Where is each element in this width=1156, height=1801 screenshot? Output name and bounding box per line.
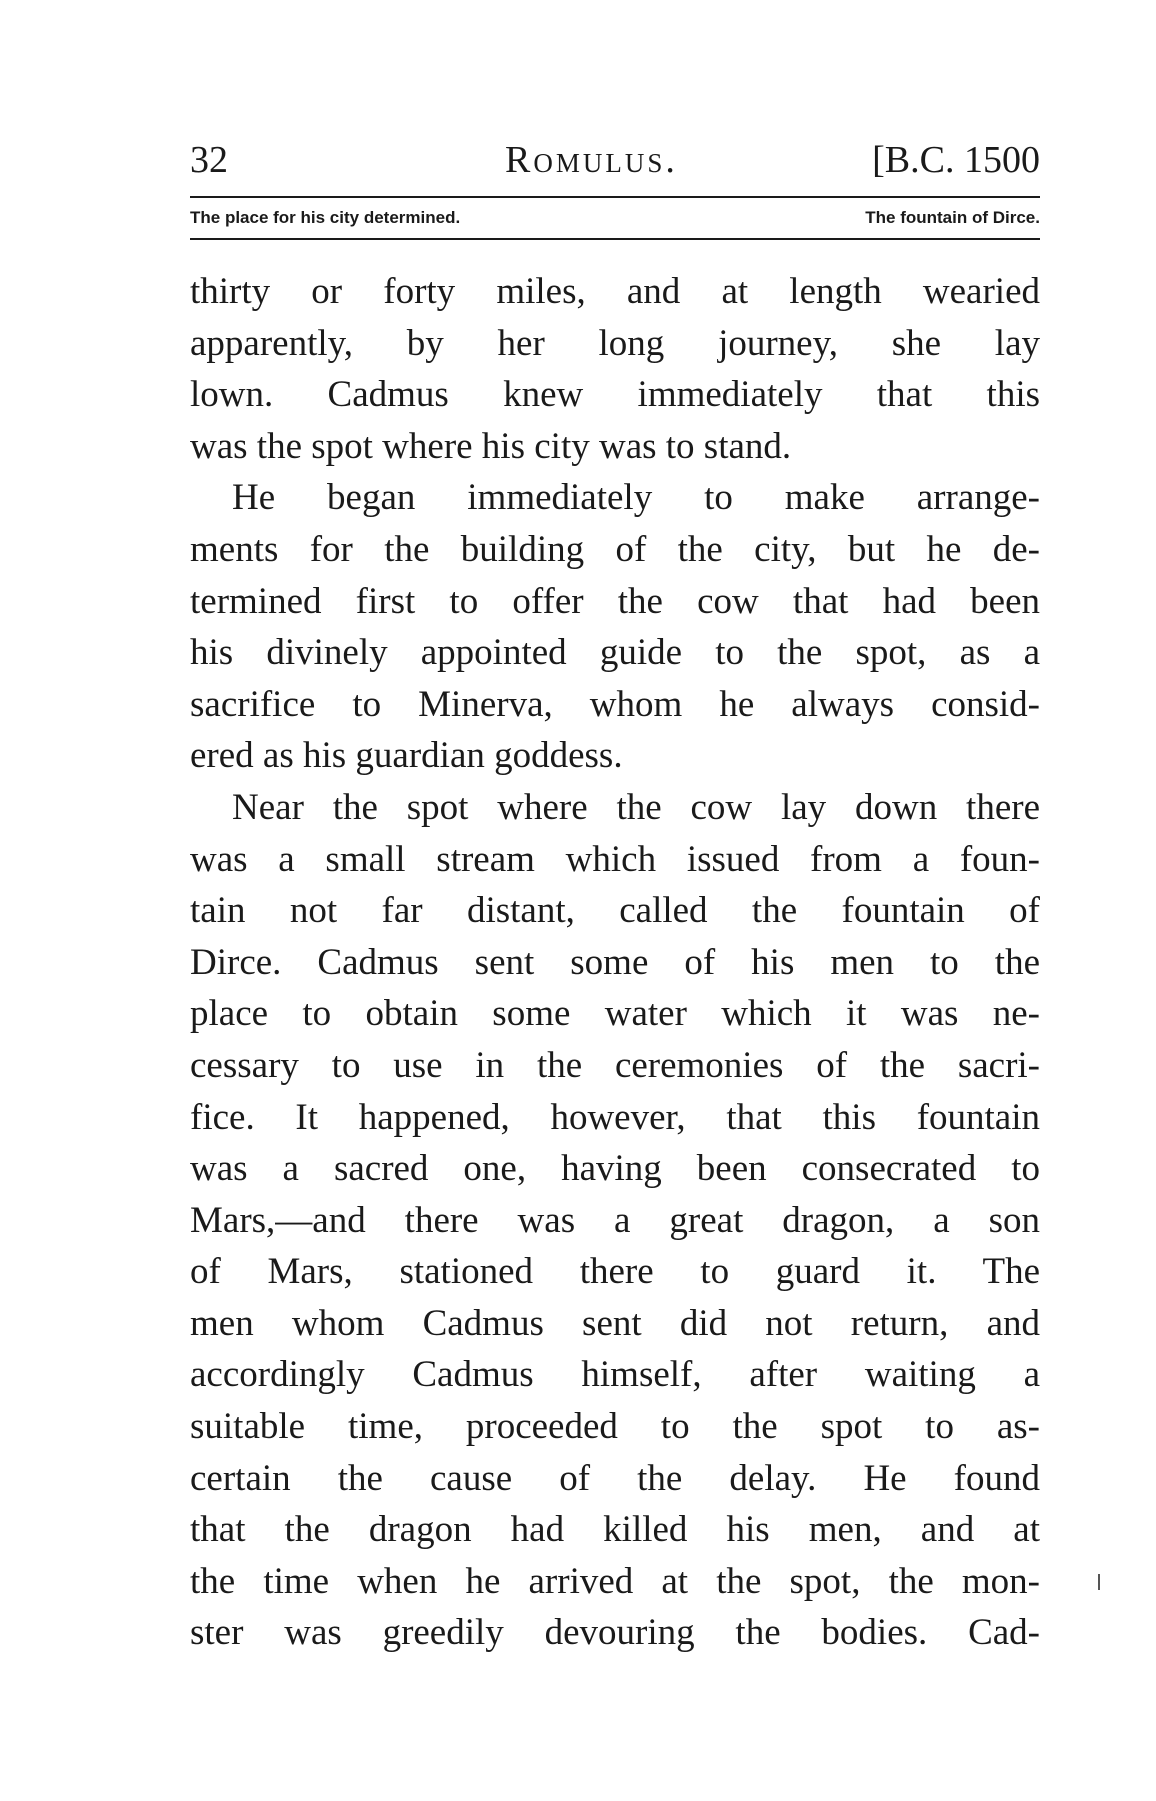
text-line: accordingly Cadmus himself, after waiting a <box>190 1354 1040 1396</box>
text-line: termined first to offer the cow that had been <box>190 580 1040 622</box>
text-line: thirty or forty miles, and at length wearied <box>190 271 1040 312</box>
text-line: of Mars, stationed there to guard it. The <box>190 1251 1040 1293</box>
page-number: 32 <box>190 139 228 181</box>
running-head <box>190 132 1040 188</box>
text-line: Near the spot where the cow lay down there <box>232 786 1040 828</box>
text-line: that the dragon had killed his men, and at <box>190 1509 1040 1551</box>
text-line: men whom Cadmus sent did not return, and <box>190 1302 1040 1344</box>
paragraph <box>190 472 1040 782</box>
text-line: He began immediately to make arrange- <box>232 477 1040 519</box>
marginal-subheads <box>190 204 1040 232</box>
text-line: certain the cause of the delay. He found <box>190 1457 1040 1499</box>
margin-mark <box>1098 1574 1100 1590</box>
text-line: tain not far distant, called the fountain of <box>190 890 1040 932</box>
book-page <box>190 132 1040 1659</box>
subhead-right: The fountain of Dirce. <box>865 208 1040 227</box>
text-line: suitable time, proceeded to the spot to as- <box>190 1406 1040 1448</box>
text-line: apparently, by her long journey, she lay <box>190 322 1040 364</box>
text-line: his divinely appointed guide to the spot, as a <box>190 632 1040 674</box>
text-line: was a small stream which issued from a foun- <box>190 838 1040 880</box>
text-line: cessary to use in the ceremonies of the sacri- <box>190 1044 1040 1086</box>
text-line: Mars,—and there was a great dragon, a son <box>190 1199 1040 1241</box>
subhead-left: The place for his city determined. <box>190 208 461 227</box>
text-line: place to obtain some water which it was ne- <box>190 993 1040 1035</box>
text-line: Dirce. Cadmus sent some of his men to the <box>190 941 1040 983</box>
book-title: Romulus. <box>505 139 678 181</box>
body-text <box>190 266 1040 1659</box>
text-line: the time when he arrived at the spot, the mon- <box>190 1560 1040 1602</box>
text-line: ered as his guardian goddess. <box>190 735 623 777</box>
text-line: lown. Cadmus knew immediately that this <box>190 374 1040 416</box>
paragraph <box>190 782 1040 1659</box>
text-line: ments for the building of the city, but he de- <box>190 528 1040 570</box>
text-line: was a sacred one, having been consecrated to <box>190 1148 1040 1190</box>
header-rule-top <box>190 196 1040 198</box>
text-line: was the spot where his city was to stand. <box>190 425 792 467</box>
text-line: ster was greedily devouring the bodies. Cad- <box>190 1612 1040 1654</box>
date-reference: [B.C. 1500 <box>872 139 1040 181</box>
text-line: sacrifice to Minerva, whom he always consid- <box>190 683 1040 725</box>
header-rule-bottom <box>190 238 1040 240</box>
paragraph <box>190 266 1040 472</box>
text-line: fice. It happened, however, that this fountain <box>190 1096 1040 1138</box>
